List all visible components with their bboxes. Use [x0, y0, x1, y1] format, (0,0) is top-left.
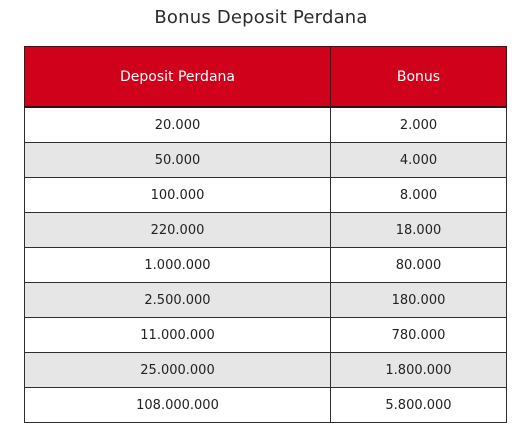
bonus-cell: 5.800.000 — [331, 388, 507, 423]
table-row — [25, 248, 507, 283]
deposit-cell: 50.000 — [25, 143, 331, 178]
deposit-cell: 20.000 — [25, 107, 331, 143]
table-row — [25, 318, 507, 353]
deposit-cell: 100.000 — [25, 178, 331, 213]
bonus-cell: 780.000 — [331, 318, 507, 353]
table-row — [25, 107, 507, 143]
bonus-cell: 8.000 — [331, 178, 507, 213]
bonus-table — [24, 46, 507, 423]
table-header — [25, 47, 507, 108]
table-row — [25, 388, 507, 423]
bonus-cell: 80.000 — [331, 248, 507, 283]
deposit-cell: 2.500.000 — [25, 283, 331, 318]
table-row — [25, 213, 507, 248]
bonus-cell: 2.000 — [331, 107, 507, 143]
table-row — [25, 283, 507, 318]
column-header-deposit: Deposit Perdana — [25, 47, 331, 108]
deposit-cell: 108.000.000 — [25, 388, 331, 423]
bonus-cell: 4.000 — [331, 143, 507, 178]
deposit-cell: 11.000.000 — [25, 318, 331, 353]
deposit-cell: 220.000 — [25, 213, 331, 248]
bonus-cell: 18.000 — [331, 213, 507, 248]
table-row — [25, 353, 507, 388]
table-body — [25, 107, 507, 423]
page-title: Bonus Deposit Perdana — [154, 7, 368, 28]
header-row — [25, 47, 507, 108]
deposit-cell: 1.000.000 — [25, 248, 331, 283]
bonus-cell: 180.000 — [331, 283, 507, 318]
bonus-cell: 1.800.000 — [331, 353, 507, 388]
deposit-cell: 25.000.000 — [25, 353, 331, 388]
table-row — [25, 143, 507, 178]
column-header-bonus: Bonus — [331, 47, 507, 108]
table-row — [25, 178, 507, 213]
